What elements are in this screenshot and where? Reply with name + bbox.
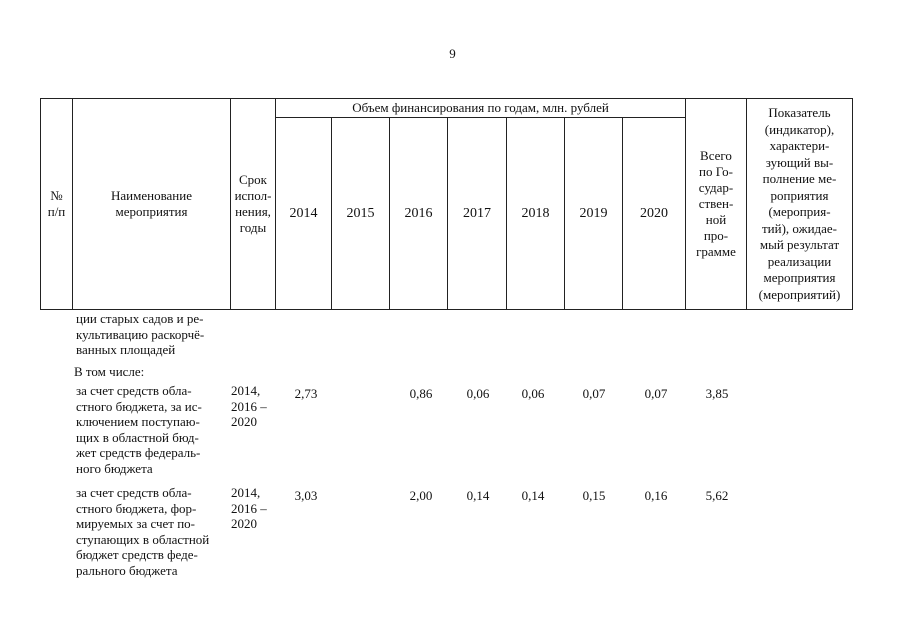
row-value-2020: 0,07: [644, 386, 668, 401]
col-border: [852, 98, 853, 309]
row-value-2014: 2,73: [294, 386, 318, 401]
row-value-2020: 0,16: [644, 488, 668, 503]
row-total: 5,62: [705, 488, 729, 503]
row-value-2017: 0,14: [466, 488, 490, 503]
in-total-label: В том числе:: [74, 364, 145, 379]
row-total: 3,85: [705, 386, 729, 401]
header-bottom-border: [40, 309, 853, 310]
header-funding-group: Объем финансирования по годам, млн. рублей: [352, 100, 609, 115]
header-year: 2015: [346, 205, 375, 221]
header-indicator: Показатель (индикатор), характери- зующий вы- полнение ме- роприятия (мероприя- тий), ожидае- мый результат реализации мероприятия (мероприятий): [758, 105, 841, 302]
row-value-2017: 0,06: [466, 386, 490, 401]
row-value-2018: 0,06: [521, 386, 545, 401]
header-year: 2018: [521, 205, 550, 221]
row-value-2019: 0,07: [582, 386, 606, 401]
header-total: Всего по Го- судар- ствен- ной про- грамме: [696, 148, 736, 259]
header-term: Срок испол- нения, годы: [234, 172, 272, 235]
header-no: № п/п: [47, 188, 66, 219]
continuation-text: ции старых садов и ре- культивацию раскорчё- ванных площадей: [76, 311, 205, 357]
header-year: 2019: [579, 205, 608, 221]
header-year: 2020: [640, 205, 668, 221]
row-term: 2014, 2016 – 2020: [231, 485, 267, 531]
row-name: за счет средств обла- стного бюджета, за ис- ключением поступаю- щих в областной бюд- жет средств федераль- ного бюджета: [76, 383, 202, 476]
header-year: 2016: [404, 205, 433, 221]
row-value-2018: 0,14: [521, 488, 545, 503]
row-value-2016: 2,00: [409, 488, 433, 503]
row-value-2019: 0,15: [582, 488, 606, 503]
header-year: 2017: [463, 205, 491, 221]
page-number: 9: [449, 46, 456, 61]
header-year: 2014: [289, 205, 318, 221]
row-name: за счет средств обла- стного бюджета, фор- мируемых за счет по- ступающих в областной бюджет средств феде- рального бюджета: [76, 485, 210, 578]
header-name: Наименование мероприятия: [111, 188, 192, 219]
row-value-2016: 0,86: [409, 386, 433, 401]
row-value-2014: 3,03: [294, 488, 318, 503]
row-term: 2014, 2016 – 2020: [231, 383, 267, 429]
